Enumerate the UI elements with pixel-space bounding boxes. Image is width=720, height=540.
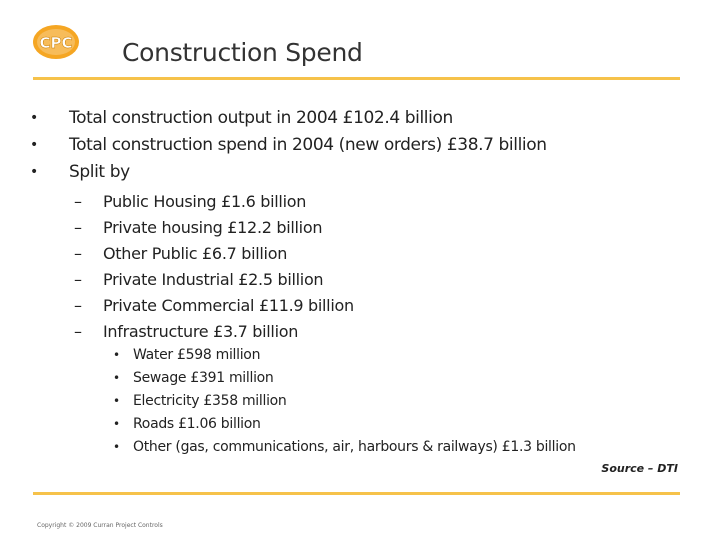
split-private-industrial: – Private Industrial £2.5 billion <box>0 267 354 293</box>
infra-other: • Other (gas, communications, air, harbours & railways) £1.3 billion <box>0 436 576 459</box>
logo-text: CPC <box>39 34 73 52</box>
split-other-public: – Other Public £6.7 billion <box>0 241 354 267</box>
split-private-housing: – Private housing £12.2 billion <box>0 215 354 241</box>
bullet-spend: • Total construction spend in 2004 (new orders) £38.7 billion <box>0 132 547 159</box>
infra-water: • Water £598 million <box>0 344 576 367</box>
source-note: Source – DTI <box>601 462 678 475</box>
title-divider <box>33 77 680 80</box>
bullet-split-by: • Split by <box>0 159 547 186</box>
split-list <box>0 189 354 345</box>
split-infrastructure: – Infrastructure £3.7 billion <box>0 319 354 345</box>
copyright-notice: Copyright © 2009 Curran Project Controls <box>37 522 163 529</box>
infrastructure-list <box>0 344 576 459</box>
infra-sewage: • Sewage £391 million <box>0 367 576 390</box>
split-private-commercial: – Private Commercial £11.9 billion <box>0 293 354 319</box>
bullet-output: • Total construction output in 2004 £102.4 billion <box>0 105 547 132</box>
split-public-housing: – Public Housing £1.6 billion <box>0 189 354 215</box>
cpc-logo <box>30 22 82 62</box>
footer-divider <box>33 492 680 495</box>
main-bullet-list <box>0 105 547 186</box>
slide-title: Construction Spend <box>122 38 363 67</box>
infra-electricity: • Electricity £358 million <box>0 390 576 413</box>
infra-roads: • Roads £1.06 billion <box>0 413 576 436</box>
